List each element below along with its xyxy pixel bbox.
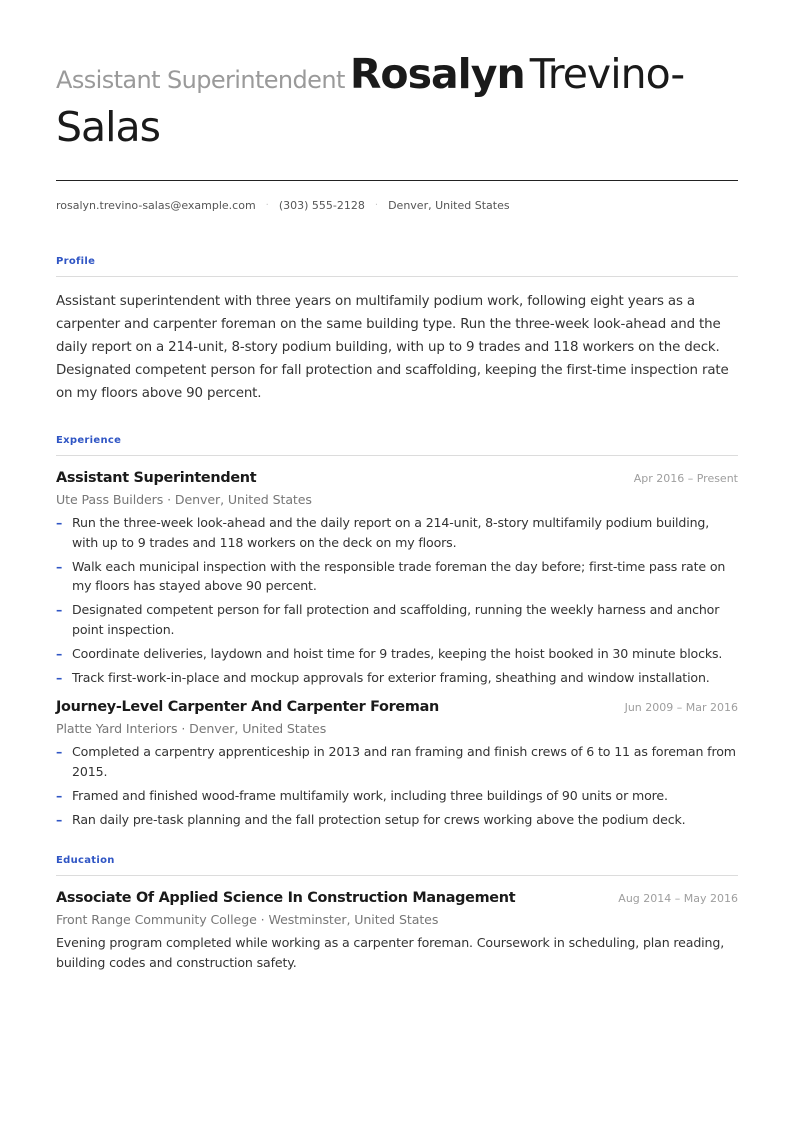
job-bullets xyxy=(56,513,738,687)
education-description: Evening program completed while working as a carpenter foreman. Coursework in scheduling, plan reading, building codes and construction safety. xyxy=(56,935,725,970)
experience-section xyxy=(56,435,738,829)
job-dates: Jun 2009 – Mar 2016 xyxy=(624,701,738,714)
contact-phone[interactable]: (303) 555-2128 xyxy=(278,199,365,212)
bullet-text: Coordinate deliveries, laydown and hoist time for 9 trades, keeping the hoist booked in 30 minute blocks. xyxy=(72,645,723,661)
bullet-text: Ran daily pre-task planning and the fall protection setup for crews working above the podium deck. xyxy=(72,811,686,827)
bullet-text: Track first-work-in-place and mockup approvals for exterior framing, sheathing and window installation. xyxy=(72,669,710,685)
education-degree: Associate Of Applied Science In Construction Management xyxy=(56,890,516,906)
section-divider xyxy=(56,276,738,277)
section-divider xyxy=(56,875,738,876)
bullet-item xyxy=(56,668,738,688)
education-header xyxy=(56,890,738,906)
job-dates: Apr 2016 – Present xyxy=(633,472,738,485)
education-dates: Aug 2014 – May 2016 xyxy=(618,892,738,905)
bullet-dash: – xyxy=(56,669,63,685)
contact-line xyxy=(56,199,738,212)
bullet-item xyxy=(56,742,738,781)
bullet-text: Run the three-week look-ahead and the daily report on a 214-unit, 8-story multifamily podium building, with up to 9 trades and 118 workers on the deck on my floors. xyxy=(72,515,710,550)
bullet-text: Completed a carpentry apprenticeship in 2013 and ran framing and finish crews of 6 to 11 as foreman from 2015. xyxy=(72,744,736,779)
bullet-item xyxy=(56,810,738,830)
bullet-item xyxy=(56,786,738,806)
header-job-title: Assistant Superintendent xyxy=(56,66,345,94)
job-title: Assistant Superintendent xyxy=(56,470,257,486)
bullet-item xyxy=(56,600,738,639)
bullet-item xyxy=(56,644,738,664)
job-bullets xyxy=(56,742,738,829)
bullet-item xyxy=(56,557,738,596)
education-section xyxy=(56,855,738,972)
profile-section xyxy=(56,256,738,405)
bullet-text: Walk each municipal inspection with the responsible trade foreman the day before; first-time pass rate on my floors has stayed above 90 percent. xyxy=(72,558,726,593)
resume-header xyxy=(56,52,738,158)
job-header xyxy=(56,699,738,715)
header-first-name: Rosalyn xyxy=(349,50,525,98)
section-heading-experience: Experience xyxy=(56,435,122,446)
job-company: Ute Pass Builders · Denver, United States xyxy=(56,492,312,507)
bullet-text: Designated competent person for fall protection and scaffolding, running the weekly harness and anchor point inspection. xyxy=(72,602,720,637)
job-header xyxy=(56,470,738,486)
education-entry xyxy=(56,890,738,972)
bullet-item xyxy=(56,513,738,552)
education-school: Front Range Community College · Westminster, United States xyxy=(56,912,439,927)
resume-page xyxy=(56,0,738,972)
bullet-dash: – xyxy=(56,811,63,827)
header-divider xyxy=(56,180,738,181)
job-company: Platte Yard Interiors · Denver, United States xyxy=(56,721,327,736)
contact-separator: · xyxy=(265,200,269,211)
job-title: Journey-Level Carpenter And Carpenter Foreman xyxy=(56,699,439,715)
bullet-dash: – xyxy=(56,645,63,661)
job-entry xyxy=(56,470,738,687)
bullet-dash: – xyxy=(56,787,63,803)
section-heading-education: Education xyxy=(56,855,115,866)
contact-separator: · xyxy=(374,200,379,211)
bullet-dash: – xyxy=(56,602,63,617)
header-last-name: Trevino-Salas xyxy=(56,50,685,151)
profile-summary: Assistant superintendent with three years on multifamily podium work, following eight years as a carpenter and carpenter foreman on the same building type. Run the three-week look-ahead and the daily report on a 214-unit, 8-story podium building, with up to 9 trades and 118 workers on the deck. Designated competent person for fall protection and scaffolding, keeping the first-time inspection rate on my floors above 90 percent. xyxy=(56,294,729,401)
bullet-dash: – xyxy=(56,744,63,759)
contact-location: Denver, United States xyxy=(388,199,510,212)
section-divider xyxy=(56,455,738,456)
bullet-text: Framed and finished wood-frame multifamily work, including three buildings of 90 units or more. xyxy=(72,787,668,803)
section-heading-profile: Profile xyxy=(56,256,96,267)
bullet-dash: – xyxy=(56,515,63,530)
contact-email[interactable]: rosalyn.trevino-salas@example.com xyxy=(56,199,256,212)
bullet-dash: – xyxy=(56,558,63,574)
job-entry xyxy=(56,699,738,829)
